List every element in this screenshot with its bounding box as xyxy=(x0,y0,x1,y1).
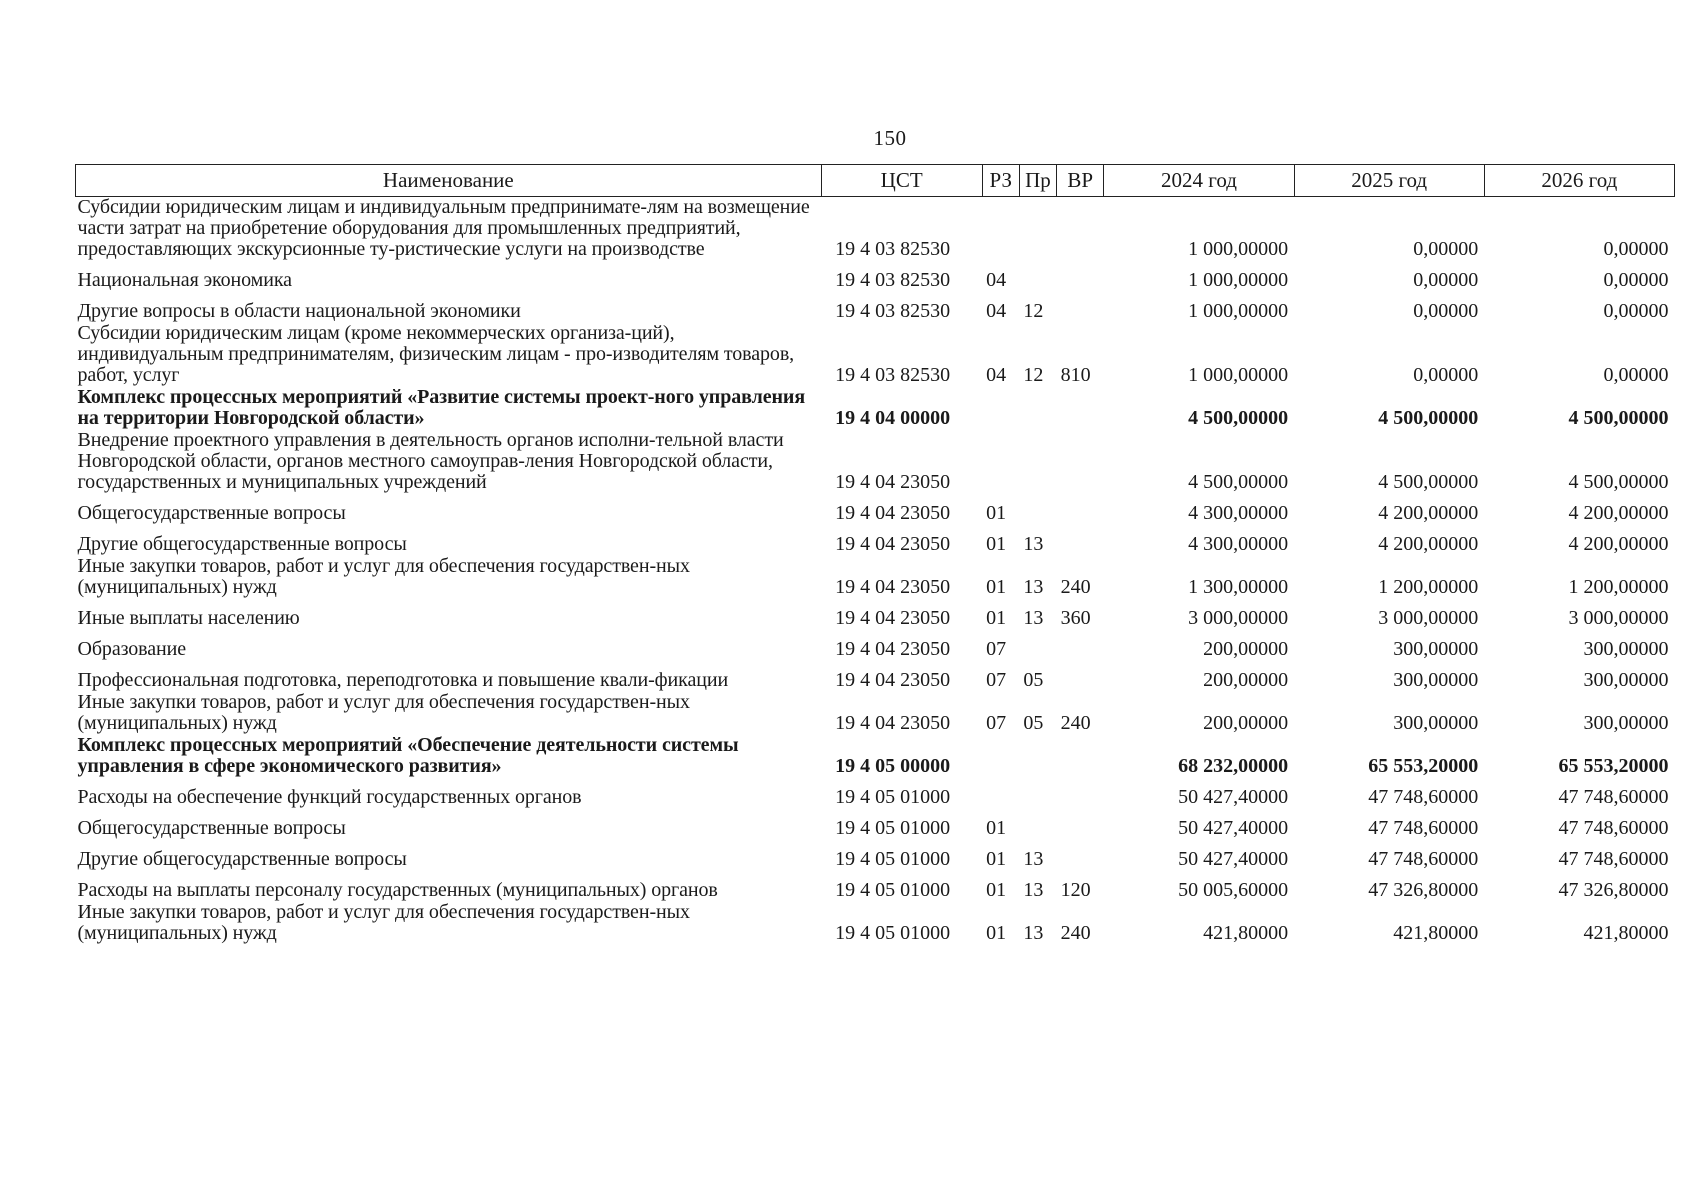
cell-pr: 12 xyxy=(1023,364,1044,386)
cell-pr: 05 xyxy=(1023,712,1044,734)
cell-2026: 4 200,00000 xyxy=(1568,533,1669,555)
table-row xyxy=(76,556,1675,599)
cell-pr: 13 xyxy=(1023,879,1044,901)
cell-vr xyxy=(1057,809,1104,840)
cell-2024: 4 300,00000 xyxy=(1188,502,1289,524)
cell-2024: 50 427,40000 xyxy=(1178,848,1289,870)
cell-name: Внедрение проектного управления в деятельность органов исполни-тельной власти Новгородской области, органов местного самоуправ-ления Новгородской области, государственных и муниципальных учреждений xyxy=(77,429,784,493)
cell-rz xyxy=(982,735,1019,778)
table-row xyxy=(76,323,1675,387)
cell-rz xyxy=(982,197,1019,262)
cell-2026: 0,00000 xyxy=(1603,364,1669,386)
cell-name: Комплекс процессных мероприятий «Обеспечение деятельности системы управления в сфере экономического развития» xyxy=(77,734,739,777)
cell-2025: 47 748,60000 xyxy=(1368,848,1479,870)
cell-vr: 360 xyxy=(1060,607,1091,629)
cell-2026: 0,00000 xyxy=(1603,238,1669,260)
table-row xyxy=(76,599,1675,630)
table-row xyxy=(76,902,1675,945)
header-pr: Пр xyxy=(1019,165,1056,197)
cell-name: Профессиональная подготовка, переподготовка и повышение квали-фикации xyxy=(77,669,729,691)
cell-rz xyxy=(982,387,1019,430)
header-vr: ВР xyxy=(1057,165,1104,197)
cell-2025: 65 553,20000 xyxy=(1368,755,1479,777)
cell-name: Другие вопросы в области национальной экономики xyxy=(77,300,521,322)
cell-cst: 19 4 04 23050 xyxy=(835,471,951,493)
cell-2025: 421,80000 xyxy=(1393,922,1479,944)
cell-name: Комплекс процессных мероприятий «Развитие системы проект-ного управления на территории Новгородской области» xyxy=(77,386,806,429)
cell-2026: 0,00000 xyxy=(1603,269,1669,291)
cell-2024: 50 005,60000 xyxy=(1178,879,1289,901)
cell-2024: 1 300,00000 xyxy=(1188,576,1289,598)
cell-2026: 4 500,00000 xyxy=(1568,471,1669,493)
table-row xyxy=(76,871,1675,902)
cell-vr xyxy=(1057,630,1104,661)
table-row xyxy=(76,840,1675,871)
cell-vr: 810 xyxy=(1060,364,1091,386)
cell-2024: 4 300,00000 xyxy=(1188,533,1289,555)
cell-rz: 07 xyxy=(986,638,1007,660)
cell-vr xyxy=(1057,494,1104,525)
cell-2025: 0,00000 xyxy=(1413,269,1479,291)
cell-2025: 300,00000 xyxy=(1393,669,1479,691)
cell-2024: 200,00000 xyxy=(1203,712,1289,734)
cell-cst: 19 4 04 00000 xyxy=(835,407,951,429)
cell-pr: 13 xyxy=(1023,533,1044,555)
cell-pr: 13 xyxy=(1023,922,1044,944)
cell-name: Субсидии юридическим лицам (кроме некоммерческих организа-ций), индивидуальным предпринимателям, физическим лицам - про-изводителям товаров, работ, услуг xyxy=(77,322,795,386)
cell-pr xyxy=(1019,261,1056,292)
cell-name: Иные закупки товаров, работ и услуг для обеспечения государствен-ных (муниципальных) нужд xyxy=(77,901,690,944)
cell-2024: 50 427,40000 xyxy=(1178,817,1289,839)
cell-2025: 1 200,00000 xyxy=(1378,576,1479,598)
table-header xyxy=(76,165,1675,197)
cell-vr: 120 xyxy=(1060,879,1091,901)
cell-cst: 19 4 04 23050 xyxy=(835,502,951,524)
cell-2025: 3 000,00000 xyxy=(1378,607,1479,629)
cell-2025: 4 200,00000 xyxy=(1378,533,1479,555)
cell-2026: 65 553,20000 xyxy=(1558,755,1669,777)
cell-2026: 4 500,00000 xyxy=(1568,407,1669,429)
cell-cst: 19 4 04 23050 xyxy=(835,669,951,691)
table-row xyxy=(76,387,1675,430)
cell-pr: 13 xyxy=(1023,607,1044,629)
cell-rz: 04 xyxy=(986,269,1007,291)
table-row xyxy=(76,630,1675,661)
cell-pr: 05 xyxy=(1023,669,1044,691)
cell-vr xyxy=(1057,261,1104,292)
cell-2026: 0,00000 xyxy=(1603,300,1669,322)
cell-cst: 19 4 04 23050 xyxy=(835,712,951,734)
cell-2025: 0,00000 xyxy=(1413,238,1479,260)
cell-rz: 01 xyxy=(986,922,1007,944)
cell-2024: 4 500,00000 xyxy=(1188,471,1289,493)
cell-cst: 19 4 04 23050 xyxy=(835,533,951,555)
cell-rz: 04 xyxy=(986,300,1007,322)
cell-cst: 19 4 04 23050 xyxy=(835,607,951,629)
cell-name: Расходы на выплаты персоналу государственных (муниципальных) органов xyxy=(77,879,718,901)
cell-2025: 0,00000 xyxy=(1413,300,1479,322)
cell-2026: 47 748,60000 xyxy=(1558,848,1669,870)
cell-2025: 47 748,60000 xyxy=(1368,817,1479,839)
cell-pr xyxy=(1019,778,1056,809)
table-row xyxy=(76,494,1675,525)
cell-rz: 01 xyxy=(986,576,1007,598)
cell-name: Национальная экономика xyxy=(77,269,292,291)
table-row xyxy=(76,809,1675,840)
cell-2024: 1 000,00000 xyxy=(1188,238,1289,260)
cell-cst: 19 4 05 01000 xyxy=(835,922,951,944)
table-row xyxy=(76,261,1675,292)
cell-pr xyxy=(1019,630,1056,661)
cell-rz xyxy=(982,778,1019,809)
cell-rz: 01 xyxy=(986,502,1007,524)
cell-pr: 13 xyxy=(1023,848,1044,870)
cell-vr xyxy=(1057,735,1104,778)
cell-2024: 421,80000 xyxy=(1203,922,1289,944)
cell-vr xyxy=(1057,661,1104,692)
cell-pr xyxy=(1019,735,1056,778)
cell-vr xyxy=(1057,197,1104,262)
cell-2026: 421,80000 xyxy=(1583,922,1669,944)
header-2024: 2024 год xyxy=(1104,165,1294,197)
cell-vr xyxy=(1057,387,1104,430)
cell-name: Другие общегосударственные вопросы xyxy=(77,533,407,555)
cell-cst: 19 4 05 01000 xyxy=(835,848,951,870)
header-name: Наименование xyxy=(76,165,822,197)
cell-pr xyxy=(1019,494,1056,525)
cell-vr xyxy=(1057,840,1104,871)
cell-2024: 1 000,00000 xyxy=(1188,300,1289,322)
cell-name: Общегосударственные вопросы xyxy=(77,817,346,839)
cell-2024: 4 500,00000 xyxy=(1188,407,1289,429)
cell-name: Иные закупки товаров, работ и услуг для обеспечения государствен-ных (муниципальных) нужд xyxy=(77,555,690,598)
cell-pr xyxy=(1019,197,1056,262)
cell-vr xyxy=(1057,525,1104,556)
cell-2025: 4 500,00000 xyxy=(1378,407,1479,429)
budget-table xyxy=(75,164,1675,945)
cell-2025: 4 500,00000 xyxy=(1378,471,1479,493)
header-cst: ЦСТ xyxy=(821,165,982,197)
cell-2025: 0,00000 xyxy=(1413,364,1479,386)
cell-name: Образование xyxy=(77,638,187,660)
cell-name: Расходы на обеспечение функций государственных органов xyxy=(77,786,582,808)
cell-cst: 19 4 05 01000 xyxy=(835,817,951,839)
cell-2024: 200,00000 xyxy=(1203,669,1289,691)
cell-name: Другие общегосударственные вопросы xyxy=(77,848,407,870)
cell-pr xyxy=(1019,809,1056,840)
table-row xyxy=(76,525,1675,556)
cell-rz: 07 xyxy=(986,712,1007,734)
cell-name: Иные закупки товаров, работ и услуг для обеспечения государствен-ных (муниципальных) нужд xyxy=(77,691,690,734)
cell-vr: 240 xyxy=(1060,922,1091,944)
cell-2026: 1 200,00000 xyxy=(1568,576,1669,598)
cell-2024: 50 427,40000 xyxy=(1178,786,1289,808)
cell-cst: 19 4 05 01000 xyxy=(835,879,951,901)
cell-pr xyxy=(1019,387,1056,430)
cell-cst: 19 4 03 82530 xyxy=(835,364,951,386)
cell-pr: 13 xyxy=(1023,576,1044,598)
cell-vr: 240 xyxy=(1060,576,1091,598)
cell-name: Иные выплаты населению xyxy=(77,607,300,629)
cell-cst: 19 4 04 23050 xyxy=(835,576,951,598)
cell-rz xyxy=(982,430,1019,494)
cell-2025: 300,00000 xyxy=(1393,712,1479,734)
cell-2024: 1 000,00000 xyxy=(1188,269,1289,291)
cell-2024: 200,00000 xyxy=(1203,638,1289,660)
cell-2025: 47 748,60000 xyxy=(1368,786,1479,808)
table-row xyxy=(76,778,1675,809)
cell-cst: 19 4 03 82530 xyxy=(835,238,951,260)
cell-cst: 19 4 03 82530 xyxy=(835,300,951,322)
cell-rz: 07 xyxy=(986,669,1007,691)
cell-rz: 01 xyxy=(986,879,1007,901)
cell-rz: 04 xyxy=(986,364,1007,386)
table-body xyxy=(76,197,1675,946)
header-rz: РЗ xyxy=(982,165,1019,197)
cell-vr xyxy=(1057,430,1104,494)
cell-2024: 1 000,00000 xyxy=(1188,364,1289,386)
cell-pr: 12 xyxy=(1023,300,1044,322)
cell-rz: 01 xyxy=(986,533,1007,555)
cell-rz: 01 xyxy=(986,607,1007,629)
table-row xyxy=(76,292,1675,323)
cell-2026: 300,00000 xyxy=(1583,669,1669,691)
header-2025: 2025 год xyxy=(1294,165,1484,197)
cell-2026: 3 000,00000 xyxy=(1568,607,1669,629)
cell-cst: 19 4 04 23050 xyxy=(835,638,951,660)
cell-2026: 47 326,80000 xyxy=(1558,879,1669,901)
cell-2026: 300,00000 xyxy=(1583,712,1669,734)
table-row xyxy=(76,430,1675,494)
cell-2025: 47 326,80000 xyxy=(1368,879,1479,901)
table-row xyxy=(76,692,1675,735)
cell-rz: 01 xyxy=(986,817,1007,839)
cell-cst: 19 4 03 82530 xyxy=(835,269,951,291)
cell-2026: 300,00000 xyxy=(1583,638,1669,660)
cell-vr xyxy=(1057,778,1104,809)
cell-cst: 19 4 05 01000 xyxy=(835,786,951,808)
cell-name: Субсидии юридическим лицам и индивидуальным предпринимате-лям на возмещение части затрат на приобретение оборудования для промышленных предприятий, предоставляющих экскурсионные ту-ристические услуги на производстве xyxy=(77,196,810,260)
cell-cst: 19 4 05 00000 xyxy=(835,755,951,777)
header-2026: 2026 год xyxy=(1484,165,1674,197)
cell-rz: 01 xyxy=(986,848,1007,870)
cell-2024: 3 000,00000 xyxy=(1188,607,1289,629)
table-row xyxy=(76,661,1675,692)
cell-2026: 47 748,60000 xyxy=(1558,817,1669,839)
cell-vr: 240 xyxy=(1060,712,1091,734)
cell-2026: 4 200,00000 xyxy=(1568,502,1669,524)
cell-vr xyxy=(1057,292,1104,323)
cell-2025: 4 200,00000 xyxy=(1378,502,1479,524)
cell-pr xyxy=(1019,430,1056,494)
page-number: 150 xyxy=(873,126,907,150)
cell-name: Общегосударственные вопросы xyxy=(77,502,346,524)
cell-2024: 68 232,00000 xyxy=(1178,755,1289,777)
cell-2026: 47 748,60000 xyxy=(1558,786,1669,808)
table-row xyxy=(76,197,1675,262)
table-row xyxy=(76,735,1675,778)
cell-2025: 300,00000 xyxy=(1393,638,1479,660)
